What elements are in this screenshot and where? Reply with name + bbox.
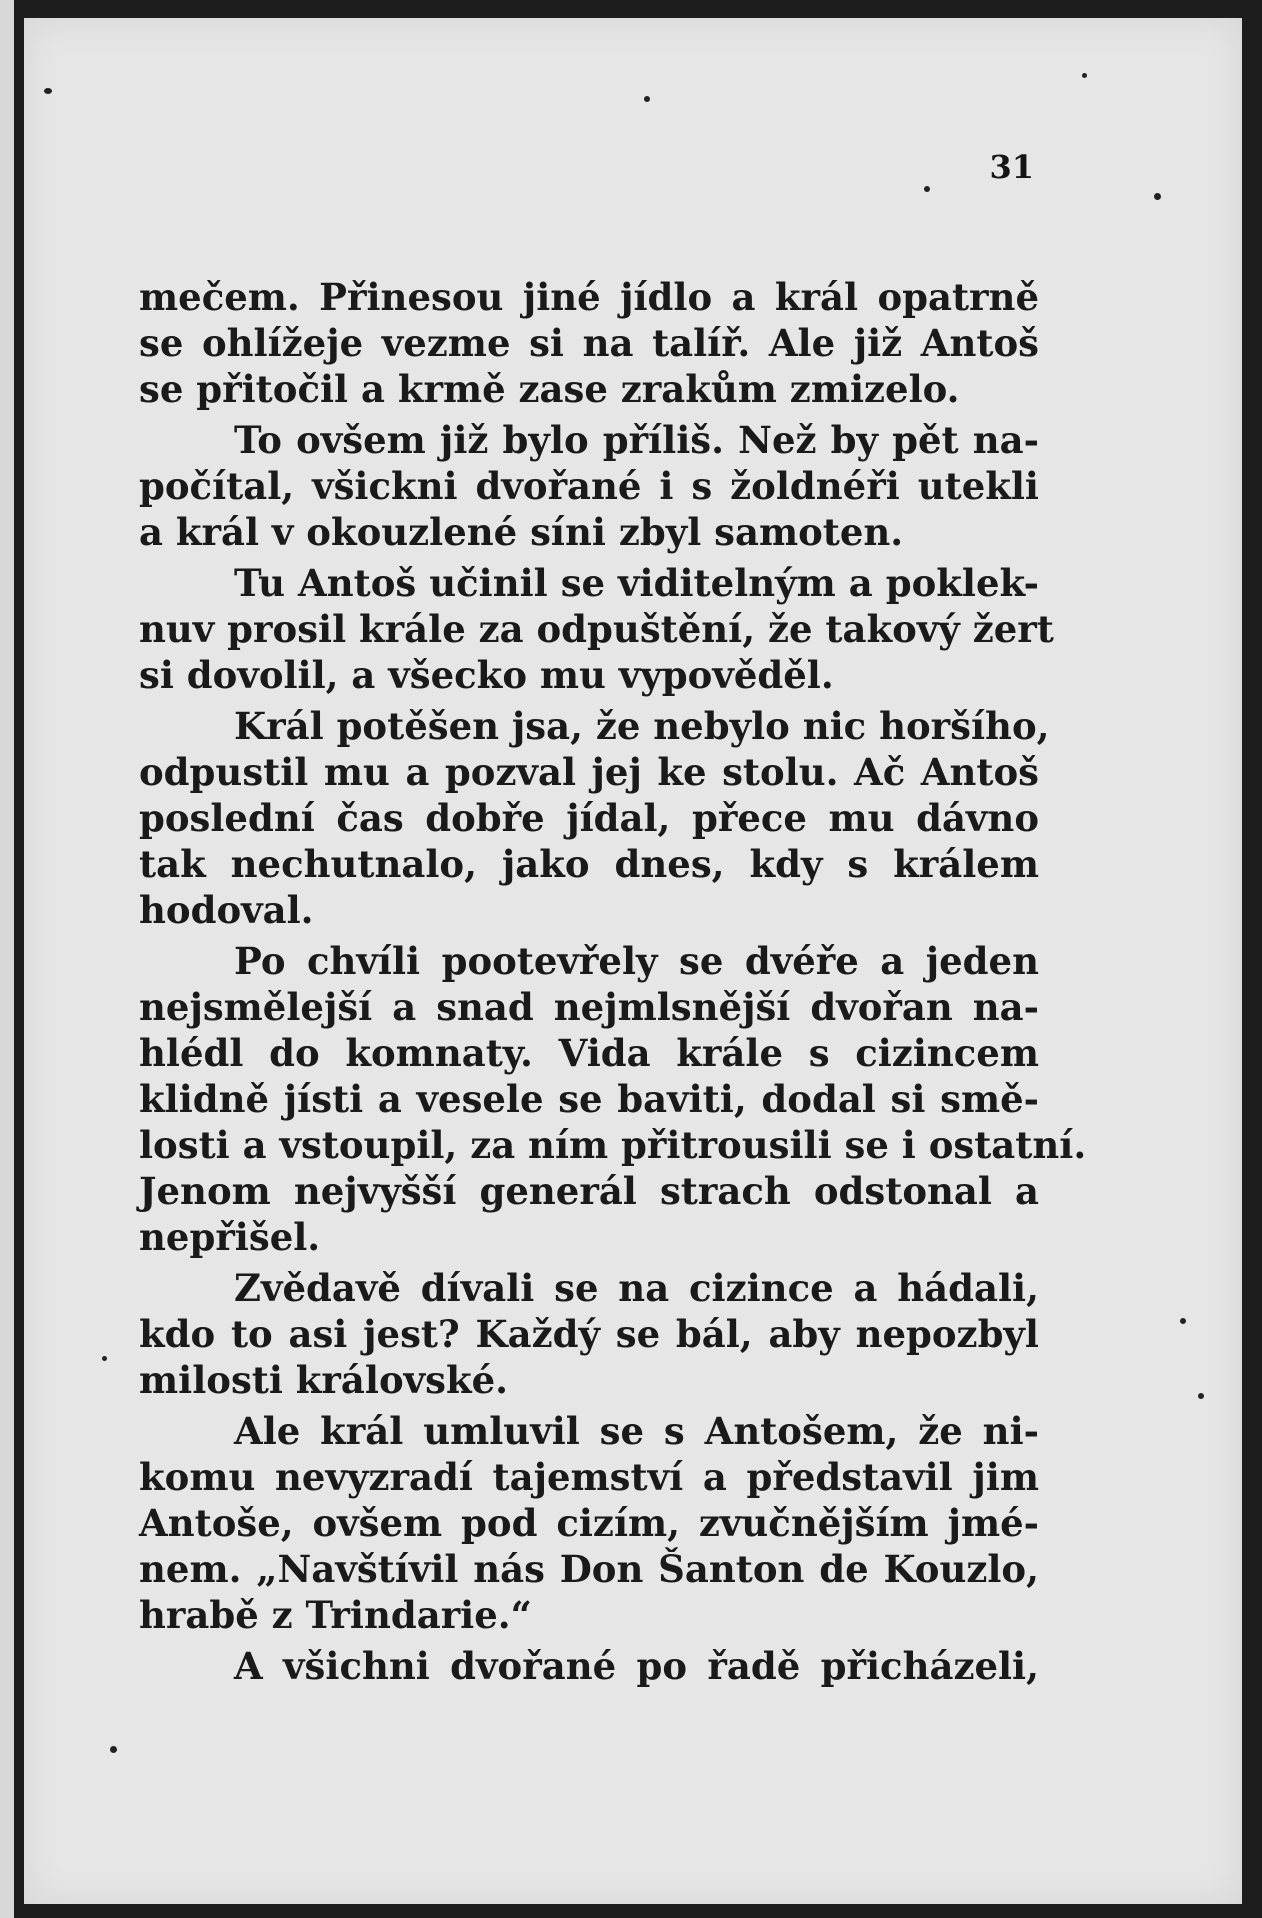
paragraph [139, 938, 1087, 1260]
text-line: kdo to asi jest? Každý se bál, aby nepozbyl [139, 1312, 1039, 1356]
scan-speck [924, 186, 930, 192]
text-line: a král v okouzlené síni zbyl samoten. [139, 510, 904, 554]
text-line: To ovšem již bylo příliš. Než by pět na- [234, 418, 1039, 462]
text-line: Král potěšen jsa, že nebylo nic horšího, [234, 704, 1050, 748]
paragraph [139, 274, 1039, 412]
text-line: Ale král umluvil se s Antošem, že ni- [234, 1409, 1039, 1453]
paragraph [139, 1643, 1039, 1689]
paragraph [139, 1408, 1039, 1638]
text-line: klidně jísti a vesele se baviti, dodal si smě- [139, 1077, 1039, 1121]
paragraph [139, 560, 1054, 698]
text-line: hrabě z Trindarie.“ [139, 1593, 532, 1637]
text-line: hodoval. [139, 888, 314, 932]
text-line: hlédl do komnaty. Vida krále s cizincem [139, 1031, 1039, 1075]
paragraph [139, 417, 1039, 555]
text-line: Po chvíli pootevřely se dvéře a jeden [234, 939, 1039, 983]
text-line: tak nechutnalo, jako dnes, kdy s králem [139, 842, 1039, 886]
scan-speck [44, 88, 52, 94]
body-text [139, 274, 1087, 1689]
scan-speck [1198, 1393, 1204, 1399]
text-line: losti a vstoupil, za ním přitrousili se i ostatní. [139, 1123, 1087, 1167]
scan-speck [102, 1356, 107, 1361]
text-line: Tu Antoš učinil se viditelným a poklek- [234, 561, 1039, 605]
text-line: Antoše, ovšem pod cizím, zvučnějším jmé- [139, 1501, 1039, 1545]
text-line: nem. „Navštívil nás Don Šanton de Kouzlo, [139, 1547, 1039, 1591]
text-line: se ohlížeje vezme si na talíř. Ale již Antoš [139, 321, 1039, 365]
paragraph [139, 1265, 1039, 1403]
text-line: Jenom nejvyšší generál strach odstonal a [139, 1169, 1039, 1213]
adjacent-page-edge [0, 0, 14, 1918]
paragraph [139, 703, 1050, 933]
book-page [24, 18, 1242, 1904]
text-line: počítal, všickni dvořané i s žoldnéři utekli [139, 464, 1039, 508]
scan-speck [1154, 193, 1161, 200]
text-line: nepřišel. [139, 1215, 321, 1259]
text-line: odpustil mu a pozval jej ke stolu. Ač Antoš [139, 750, 1039, 794]
text-line: mečem. Přinesou jiné jídlo a král opatrně [139, 275, 1039, 319]
scan-speck [1180, 1318, 1186, 1324]
text-line: milosti královské. [139, 1358, 509, 1402]
text-line: Zvědavě dívali se na cizince a hádali, [234, 1266, 1039, 1310]
scan-speck [1082, 73, 1087, 78]
page-number: 31 [989, 148, 1034, 186]
text-line: nejsmělejší a snad nejmlsnější dvořan na- [139, 985, 1039, 1029]
scan-speck [644, 96, 650, 102]
scan-speck [110, 1746, 117, 1753]
text-line: poslední čas dobře jídal, přece mu dávno [139, 796, 1039, 840]
text-line: si dovolil, a všecko mu vypověděl. [139, 653, 834, 697]
text-line: A všichni dvořané po řadě přicházeli, [234, 1644, 1039, 1688]
text-line: komu nevyzradí tajemství a představil jim [139, 1455, 1039, 1499]
text-line: se přitočil a krmě zase zrakům zmizelo. [139, 367, 960, 411]
text-line: nuv prosil krále za odpuštění, že takový žert [139, 607, 1054, 651]
